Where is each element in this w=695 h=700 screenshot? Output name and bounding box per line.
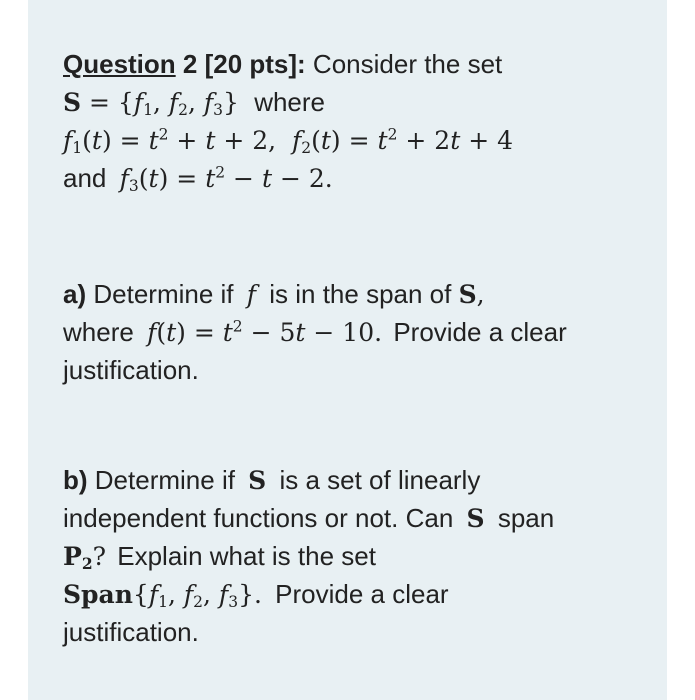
part-b-span-word: span <box>497 503 555 533</box>
part-b-P2: $P_2$? <box>63 542 107 573</box>
part-a <box>63 275 663 389</box>
part-b-line-4 <box>63 575 663 613</box>
where-word: where <box>254 87 326 117</box>
part-b-S: S <box>248 466 267 495</box>
part-a-line-1 <box>63 275 663 313</box>
part-a-text-1: Determine if <box>93 279 234 309</box>
part-b-text-4: Explain what is the set <box>117 541 376 571</box>
part-b-line-2 <box>63 499 663 537</box>
part-a-S: S, <box>458 280 485 309</box>
question-intro <box>63 45 663 197</box>
part-a-text-2: is in the span of <box>269 279 452 309</box>
f1-f2-definition: $f_1(t) = t^2 + t + 2$, $f_2(t) = t^2 + 2t + 4$ <box>63 125 513 157</box>
question-heading-points: 2 [20 pts]: <box>175 49 306 79</box>
part-b-text-6: justification. <box>63 617 199 647</box>
set-definition: $S = \{f_1$, $f_2$, $f_3$} <box>63 88 239 119</box>
question-heading <box>63 49 306 79</box>
part-b-text-2: is a set of linearly <box>279 465 481 495</box>
question-heading-line <box>63 45 663 83</box>
and-word: and <box>63 163 107 193</box>
set-definition-line <box>63 83 663 121</box>
f3-definition-line <box>63 159 663 197</box>
part-a-f: f <box>246 280 257 309</box>
part-b-S2: S <box>466 504 485 533</box>
question-intro-text: Consider the set <box>305 49 503 79</box>
part-a-text-3: Provide a clear <box>393 317 567 347</box>
part-b-text-1: Determine if <box>94 465 235 495</box>
part-b <box>63 461 663 651</box>
f3-definition: $f_3(t) = t^2 - t - 2$. <box>119 163 333 195</box>
part-b-line-3 <box>63 537 663 575</box>
part-a-f-definition: $f(t) = t^2 - 5t - 10$. <box>147 317 383 347</box>
part-a-line-3 <box>63 351 663 389</box>
part-a-line-2 <box>63 313 663 351</box>
part-a-where: where <box>63 317 134 347</box>
part-a-text-4: justification. <box>63 355 199 385</box>
part-b-label: b) <box>63 465 88 495</box>
part-b-span-set: $Span\{f_1$, $f_2$, $f_3$}. <box>63 580 262 611</box>
part-b-line-5 <box>63 613 663 651</box>
part-b-line-1 <box>63 461 663 499</box>
question-heading-word: Question <box>63 49 176 79</box>
part-b-text-3: independent functions or not. Can <box>63 503 454 533</box>
part-a-label: a) <box>63 279 87 309</box>
f1-f2-definition-line <box>63 121 663 159</box>
part-b-text-5: Provide a clear <box>275 579 449 609</box>
